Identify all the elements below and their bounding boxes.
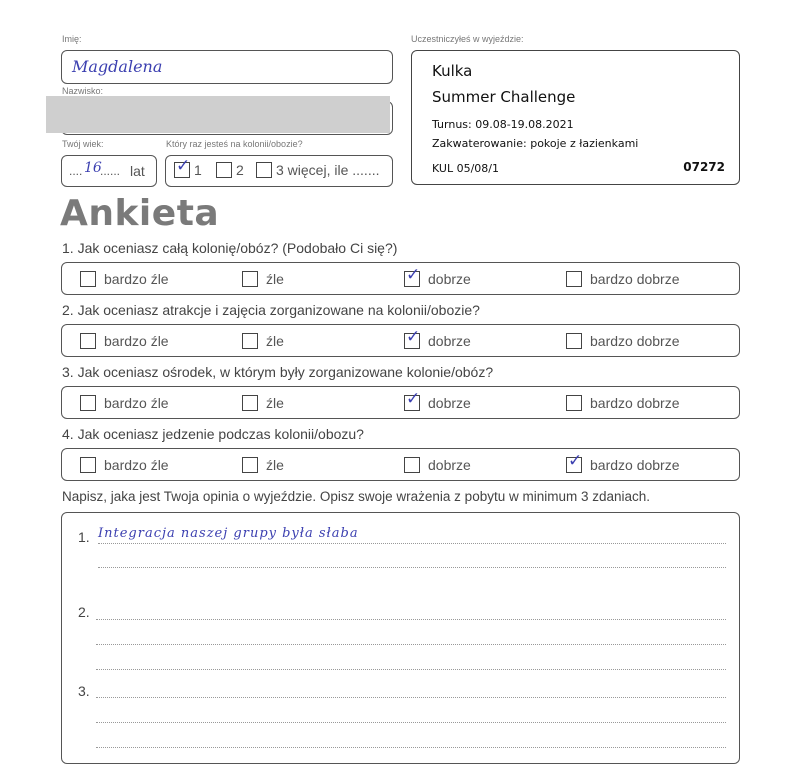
checkbox[interactable] bbox=[80, 395, 96, 411]
trip-code: KUL 05/08/1 bbox=[432, 162, 499, 175]
checkbox[interactable] bbox=[242, 271, 258, 287]
option-label: dobrze bbox=[428, 395, 471, 411]
checkbox[interactable] bbox=[242, 457, 258, 473]
option-bardzo-dobrze[interactable] bbox=[566, 451, 680, 475]
question-1: 1. Jak oceniasz całą kolonię/obóz? (Podobało Ci się?) bbox=[62, 240, 398, 256]
trip-accommodation: Zakwaterowanie: pokoje z łazienkami bbox=[432, 137, 639, 150]
checkbox-checked[interactable] bbox=[404, 327, 421, 349]
option-bardzo-dobrze[interactable] bbox=[566, 269, 680, 289]
answer-row-4 bbox=[61, 448, 740, 481]
option-label: bardzo źle bbox=[104, 333, 169, 349]
option-label: bardzo źle bbox=[104, 395, 169, 411]
option-bardzo-zle[interactable] bbox=[80, 455, 169, 475]
option-label: bardzo dobrze bbox=[590, 333, 680, 349]
checkbox[interactable] bbox=[242, 333, 258, 349]
option-label: bardzo dobrze bbox=[590, 395, 680, 411]
trip-turnus: Turnus: 09.08-19.08.2021 bbox=[432, 118, 574, 131]
times-option-label: 3 więcej, ile ....... bbox=[276, 162, 380, 178]
trip-info-box bbox=[411, 50, 740, 185]
trip-line-2: Summer Challenge bbox=[432, 88, 576, 106]
name-label: Imię: bbox=[62, 34, 82, 44]
dotted-line bbox=[96, 747, 726, 748]
opinion-answer-1: Integracja naszej grupy była słaba bbox=[98, 526, 359, 541]
dotted-line bbox=[96, 722, 726, 723]
check-mark-icon: ✓ bbox=[176, 156, 191, 176]
age-field[interactable] bbox=[61, 155, 157, 187]
times-option-1[interactable] bbox=[174, 156, 202, 178]
dotted-line bbox=[98, 567, 726, 568]
option-bardzo-dobrze[interactable] bbox=[566, 331, 680, 351]
times-checkbox-1[interactable] bbox=[174, 156, 191, 178]
checkbox-checked[interactable] bbox=[404, 265, 421, 287]
option-bardzo-zle[interactable] bbox=[80, 331, 169, 351]
question-4: 4. Jak oceniasz jedzenie podczas kolonii/obozu? bbox=[62, 426, 364, 442]
option-bardzo-zle[interactable] bbox=[80, 269, 169, 289]
opinion-prompt: Napisz, jaka jest Twoja opinia o wyjeździe. Opisz swoje wrażenia z pobytu w minimum 3 zdaniach. bbox=[62, 489, 651, 504]
checkbox[interactable] bbox=[566, 395, 582, 411]
checkbox-checked[interactable] bbox=[566, 451, 583, 473]
times-option-label: 1 bbox=[194, 162, 202, 178]
answer-row-2 bbox=[61, 324, 740, 357]
option-label: źle bbox=[266, 271, 284, 287]
opinion-number-2: 2. bbox=[78, 604, 90, 620]
dotted-line bbox=[96, 644, 726, 645]
trip-label: Uczestniczyłeś w wyjeździe: bbox=[411, 34, 524, 44]
opinion-box[interactable] bbox=[61, 512, 740, 764]
option-dobrze[interactable] bbox=[404, 389, 471, 413]
option-dobrze[interactable] bbox=[404, 327, 471, 351]
dotted-line bbox=[96, 619, 726, 620]
checkbox[interactable] bbox=[242, 395, 258, 411]
option-bardzo-dobrze[interactable] bbox=[566, 393, 680, 413]
trip-number: 07272 bbox=[683, 160, 725, 174]
option-zle[interactable] bbox=[242, 331, 284, 351]
check-mark-icon: ✓ bbox=[406, 389, 421, 409]
option-label: źle bbox=[266, 457, 284, 473]
check-mark-icon: ✓ bbox=[568, 451, 583, 471]
times-label: Który raz jesteś na kolonii/obozie? bbox=[166, 139, 303, 149]
option-label: dobrze bbox=[428, 271, 471, 287]
page-title: Ankieta bbox=[60, 193, 220, 234]
answer-row-1 bbox=[61, 262, 740, 295]
opinion-number-1: 1. bbox=[78, 529, 90, 545]
times-option-label: 2 bbox=[236, 162, 244, 178]
question-2: 2. Jak oceniasz atrakcje i zajęcia zorganizowane na kolonii/obozie? bbox=[62, 302, 480, 318]
option-label: dobrze bbox=[428, 457, 471, 473]
age-unit: lat bbox=[130, 163, 145, 179]
option-label: dobrze bbox=[428, 333, 471, 349]
name-value: Magdalena bbox=[72, 57, 163, 76]
age-value: 16 bbox=[84, 160, 102, 176]
name-field[interactable] bbox=[61, 50, 393, 84]
times-field bbox=[165, 155, 393, 187]
times-option-3[interactable] bbox=[256, 162, 379, 178]
checkbox[interactable] bbox=[404, 457, 420, 473]
option-label: bardzo dobrze bbox=[590, 271, 680, 287]
answer-row-3 bbox=[61, 386, 740, 419]
dotted-line bbox=[96, 669, 726, 670]
option-dobrze[interactable] bbox=[404, 265, 471, 289]
times-checkbox-3[interactable] bbox=[256, 162, 272, 178]
checkbox[interactable] bbox=[566, 333, 582, 349]
option-label: źle bbox=[266, 333, 284, 349]
times-checkbox-2[interactable] bbox=[216, 162, 232, 178]
age-label: Twój wiek: bbox=[62, 139, 104, 149]
option-zle[interactable] bbox=[242, 393, 284, 413]
age-dots-before: .... bbox=[69, 164, 83, 178]
check-mark-icon: ✓ bbox=[406, 265, 421, 285]
option-label: bardzo źle bbox=[104, 457, 169, 473]
checkbox[interactable] bbox=[80, 271, 96, 287]
trip-line-1: Kulka bbox=[432, 62, 473, 80]
option-bardzo-zle[interactable] bbox=[80, 393, 169, 413]
age-dots-after: ...... bbox=[100, 164, 121, 178]
surname-label: Nazwisko: bbox=[62, 86, 104, 96]
dotted-line bbox=[98, 543, 726, 544]
checkbox[interactable] bbox=[80, 457, 96, 473]
option-label: bardzo źle bbox=[104, 271, 169, 287]
times-option-2[interactable] bbox=[216, 162, 244, 178]
dotted-line bbox=[96, 697, 726, 698]
question-3: 3. Jak oceniasz ośrodek, w którym były zorganizowane kolonie/obóz? bbox=[62, 364, 494, 380]
opinion-number-3: 3. bbox=[78, 683, 90, 699]
checkbox[interactable] bbox=[80, 333, 96, 349]
redaction-block bbox=[46, 96, 390, 133]
checkbox[interactable] bbox=[566, 271, 582, 287]
option-label: źle bbox=[266, 395, 284, 411]
option-zle[interactable] bbox=[242, 269, 284, 289]
checkbox-checked[interactable] bbox=[404, 389, 421, 411]
option-dobrze[interactable] bbox=[404, 455, 471, 475]
option-label: bardzo dobrze bbox=[590, 457, 680, 473]
option-zle[interactable] bbox=[242, 455, 284, 475]
check-mark-icon: ✓ bbox=[406, 327, 421, 347]
